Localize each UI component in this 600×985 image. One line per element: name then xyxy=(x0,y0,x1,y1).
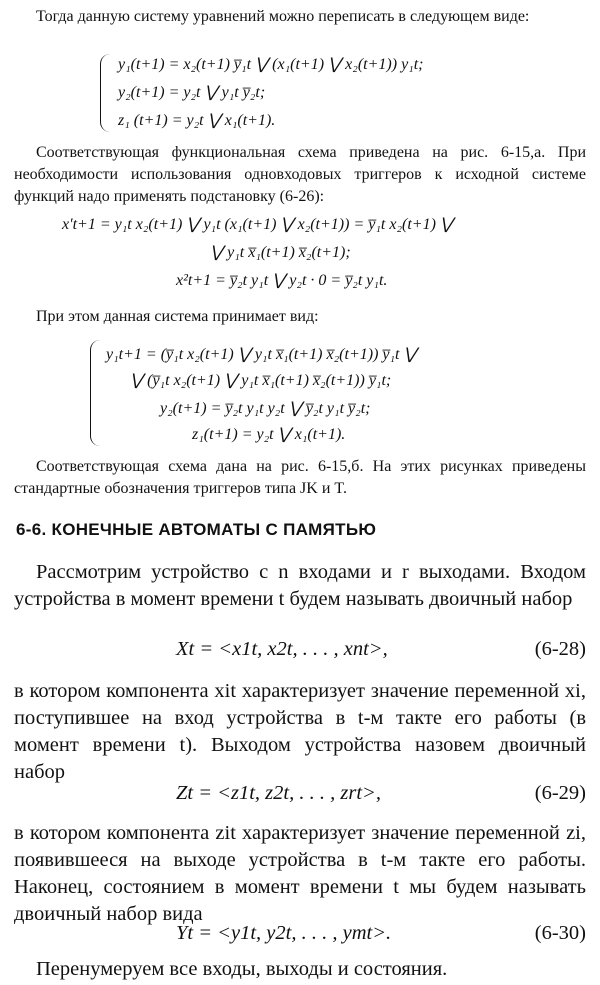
paragraph-scheme: Соответствующая функциональная схема приведена на рис. 6-15,а. При необходимости использования одновходовых триггеров к исходной системе функций надо применять подстановку (6-26): xyxy=(14,144,586,205)
equation-body: Xt = <x1t, x2t, . . . , xnt>, xyxy=(176,638,388,660)
paragraph-intro: Тогда данную систему уравнений можно переписать в следующем виде: xyxy=(36,8,530,25)
equation-line: y₂(t+1) = y̅₂t y₁t y₂t ⋁ y̅₂t y₁t y̅₂t; xyxy=(160,400,371,417)
equation-body: Yt = <y1t, y2t, . . . , ymt>. xyxy=(176,922,392,944)
section-heading: 6-6. КОНЕЧНЫЕ АВТОМАТЫ С ПАМЯТЬЮ xyxy=(16,520,377,539)
paragraph-enumerate: Перенумеруем все входы, выходы и состояния. xyxy=(36,958,448,980)
equation-line: z₁(t+1) = y₂t ⋁ x₁(t+1). xyxy=(192,426,346,443)
equation-line: y₁(t+1) = x₂(t+1) y̅₁t ⋁ (x₁(t+1) ⋁ x₂(t+1)) y₁t; xyxy=(118,56,424,73)
paragraph-device: Рассмотрим устройство с n входами и r выходами. Входом устройства в момент времени t будем называть двоичный набор xyxy=(14,561,586,610)
equation-line: x′t+1 = y₁t x₂(t+1) ⋁ y₁t (x₁(t+1) ⋁ x₂(t+1)) = y̅₁t x₂(t+1) ⋁ xyxy=(62,216,454,233)
equation-number: (6-29) xyxy=(534,782,586,804)
equation-line: y₁t+1 = (y̅₁t x₂(t+1) ⋁ y₁t x̅₁(t+1) x̅₂(t+1)) y̅₁t ⋁ xyxy=(106,346,417,363)
paragraph-notation: Соответствующая схема дана на рис. 6-15,б. На этих рисунках приведены стандартные обозначения триггеров типа JK и T. xyxy=(14,458,586,497)
equation-number: (6-30) xyxy=(534,922,586,944)
equation-line: z₁ (t+1) = y₂t ⋁ x₁(t+1). xyxy=(118,112,276,129)
equation-number: (6-28) xyxy=(534,638,586,660)
equation-line: x²t+1 = y̅₂t y₁t ⋁ y₂t · 0 = y̅₂t y₁t. xyxy=(176,272,388,289)
left-brace xyxy=(100,54,111,132)
paragraph-system-form: При этом данная система принимает вид: xyxy=(36,308,319,325)
left-brace xyxy=(90,340,101,446)
equation-line: ⋁ (y̅₁t x₂(t+1) ⋁ y₁t x̅₁(t+1) x̅₂(t+1)) y̅₁t; xyxy=(130,372,392,389)
paragraph-output-component: в котором компонента zit характеризует значение переменной zi, появившееся на выходе устройства в t-м такте его работы. Наконец, состоянием в момент времени t мы будем называть двоичный набор вида xyxy=(14,822,586,925)
paragraph-input-component: в котором компонента xit характеризует значение переменной xi, поступившее на вход устройства в t-м такте его работы (в момент времени t). Выходом устройства назовем двоичный набор xyxy=(14,680,586,783)
equation-line: ⋁ y₁t x̅₁(t+1) x̅₂(t+1); xyxy=(210,244,351,261)
equation-line: y₂(t+1) = y₂t ⋁ y₁t y̅₂t; xyxy=(118,84,266,101)
equation-body: Zt = <z1t, z2t, . . . , zrt>, xyxy=(176,782,381,804)
